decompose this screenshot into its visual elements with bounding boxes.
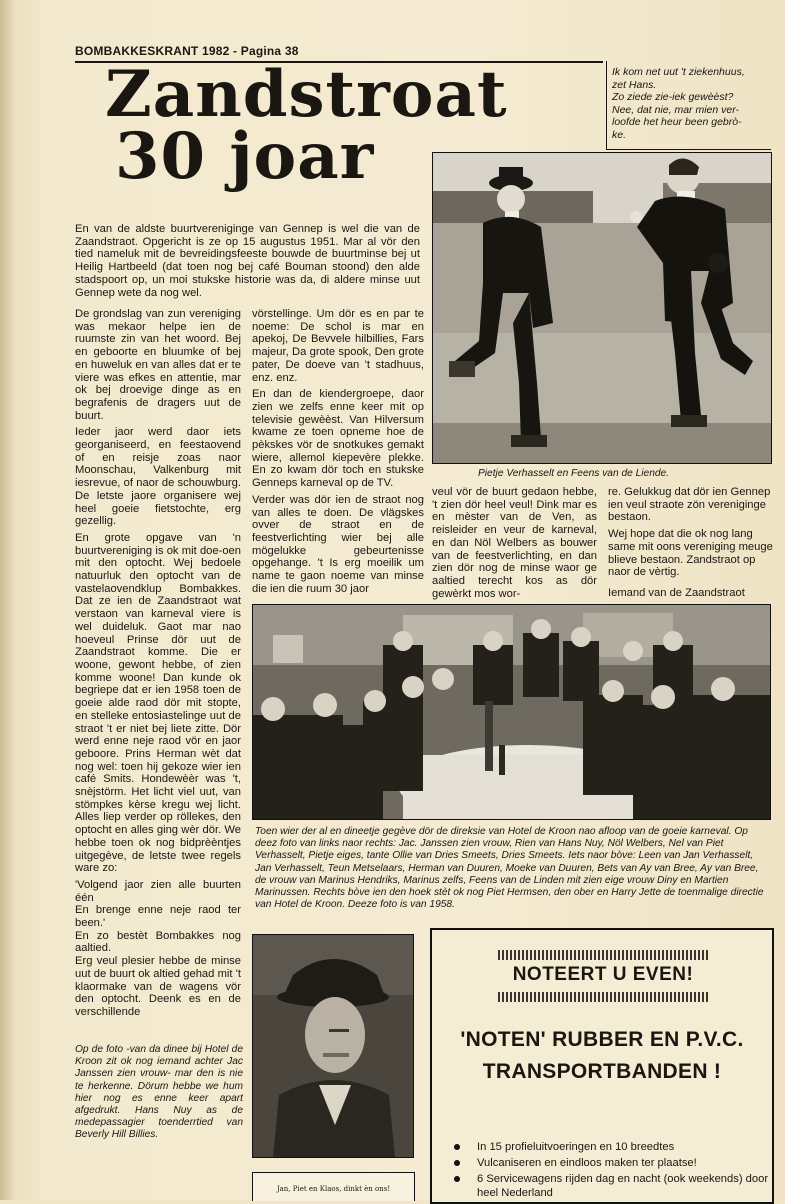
- ad-bullet-item: [450, 1140, 770, 1154]
- ad-pattern-bottom: [498, 992, 708, 1002]
- paragraph: Verder was dör ien de straot nog van alles te doen. De vlägskes ovver de straot en de feestverlichting wier bej alle mögelukke gebeurtenisse opgehange. 't Is erg moeilik um name te gaon noeme van minse die ien die ruum 30 jaor: [252, 493, 424, 595]
- paragraph: vörstellinge. Um dör es en par te noeme: De schol is mar en apekoj, De Bevvele hilbillies, Fars majeur, Da grote spook, Den grote pater, De doeve van 't stadhuus, enz. enz.: [252, 308, 424, 384]
- quote-rule: [606, 61, 607, 149]
- ad-pattern-top: [498, 950, 708, 960]
- photo-dinner-image: [253, 605, 770, 819]
- running-head: BOMBAKKESKRANT 1982 - Pagina 38: [75, 44, 299, 58]
- quote-line: Nee, dat nie, mar mien ver-: [612, 103, 740, 116]
- ad-bullet-text: Vulcaniseren en eindloos maken ter plaatse!: [477, 1157, 697, 1169]
- photo-dancers-image: [433, 153, 771, 463]
- headline-line1: Zandstroat: [105, 57, 508, 132]
- article-intro: En van de aldste buurtvereniginge van Gennep is wel die van de Zaandstraot. Opgericht is ze op 15 augustus 1951. Mar al vör den tied nameluk mit de bevreidingsfeeste bouwde de buurtminse bej ut Heilig Hartbeeld (dat toen nog bej café Bouman stoond) den alde stadspoort op, un moi stukske historie was da, di aldere minse uut Gennep wete da nog wel.: [75, 223, 420, 299]
- paragraph: Erg veul plesier hebbe de minse uut de buurt ok altied gehad mit 't klaormake van de wagens vör den optocht. Deenk es en de verschillende: [75, 955, 241, 1018]
- bullet-icon: [454, 1144, 460, 1150]
- caption-photo-dancers: Pietje Verhasselt en Feens van de Liende.: [478, 468, 670, 479]
- photo-portrait: [252, 934, 414, 1158]
- ad-bullet-item: [450, 1172, 770, 1200]
- ad-bullet-text: In 15 profieluitvoeringen en 10 breedtes: [477, 1141, 675, 1153]
- small-box-text: Jan, Piet en Klaos, dinkt èn ons!: [276, 1185, 391, 1193]
- photo-dancers: [432, 152, 772, 464]
- caption-photo-dinner: Toen wier der al en dineetje gegève dör de direksie van Hotel de Kroon nao afloop van de goeie karneval. Op deez foto van links naor rechts: Jac. Janssen zien vrouw, Rien van Hans Nuy, Nöl Welbers, Nel van Piet Verhasselt, Pietje eiges, tante Ollie van Dries Smeets, Dries Smeets. Iets naor bòve: Leen van Jan Verhasselt, Jan Verhasselt, Teun Metselaars, Herman van Duuren, Moeke van Duuren, Bets van Ay van Bree, Ay van Bree, de vrouw van Marinus Hendriks, Marinus zelfs, Feens van de Linden mit zien eige vrouw Diny en Martien Marinussen. Rechts bòve ien den hoek stèt ok nog Piet Hermsen, den ober en Harry Jette de toenmalige directie van Hotel de Kroon. Deeze foto is van 1958.: [255, 826, 764, 911]
- paragraph: En brenge enne neje raod ter been.': [75, 904, 241, 930]
- article-signature: Iemand van de Zaandstraot: [608, 586, 745, 599]
- caption-photo-portrait: Op de foto -van da dinee bij Hotel de Kroon zit ok nog iemand achter Jac Janssen zien vrouw- mar den is nie te herkenne. Dörum hebbe we hum hier nog es enne keer apart afgedrukt. Hans Nuy as de medepassagier toenderrtied van Beverly Hill Billies.: [75, 1044, 243, 1141]
- quote-line: Ik kom net uut 't ziekenhuus,: [612, 66, 745, 78]
- page-edge: [0, 0, 14, 1200]
- quote-bottom-rule: [606, 149, 771, 150]
- small-box: [252, 1172, 415, 1201]
- paragraph: 'Volgend jaor zien alle buurten één: [75, 878, 241, 904]
- pull-quote: [612, 66, 777, 141]
- bullet-icon: [454, 1160, 460, 1166]
- ad-headline-2: TRANSPORTBANDEN !: [482, 1060, 722, 1083]
- paragraph: En zo bestèt Bombakkes nog aaltied.: [75, 929, 241, 955]
- article-column-1: [75, 308, 241, 1023]
- article-column-4: [608, 486, 776, 604]
- photo-dinner: [252, 604, 771, 820]
- article-column-2: [252, 308, 424, 599]
- ad-bullet-list: [450, 1140, 770, 1200]
- ad-bullet-item: [450, 1156, 770, 1170]
- headline-line2: 30 joar: [115, 119, 375, 194]
- paragraph: Ieder jaor werd daor iets georganiseerd, en feestaovend of en reisje zoas naor Moonschau, Valkenburg mit iesrevue, of naor de schouwburg. De letste jaore organisere wej heel goeie fietstochte, erg gezellig.: [75, 426, 241, 528]
- quote-line: ke.: [612, 128, 627, 141]
- paragraph: re. Gelukkug dat dör ien Gennep ien veul straote zön vereniginge bestaon.: [608, 486, 771, 524]
- paragraph: Wej hope dat die ok nog lang same mit oons vereniging meuge blieve bestaon. Zandstraot op naor de vèrtig.: [608, 528, 773, 579]
- ad-headline-1: 'NOTEN' RUBBER EN P.V.C.: [460, 1028, 744, 1051]
- quote-line: Zo ziede zie-iek gewèèst?: [612, 91, 734, 103]
- quote-line: loofde het heur been gebrò-: [612, 116, 742, 128]
- paragraph: En grote opgave van 'n buurtvereniging is ok mit doe-oen mit den optocht. Wej bedoele natuurluk den optocht van de vastelaovendklup Bombakkes. Dat ze ien de Zaandstraot wat verstaon van karneval viere is wel duideluk. Gaot mar nao hoeveul Prinse dör uut de Zaandstraot komme. Die er woone, gewont hebbe, of zien komme woone! Dan kunde ok begriepe dat er ien 1958 toen de goeie alde raod dör mit stopte, en stelleke entosiastelinge uut de straot 't er niet bej liete zitte. Dör werd enne neje raod vör en jaor geboore. Prins Herman wèt dat nog wel: toen hij gekoze wier ien café Smits. Hondewèèr was 't, snèjstörm. Het licht viel uut, van stömpkes kèrse kregu wej licht. Alles liep verder op röllekes, den optocht en alles ging wèr dör. We hebbe toen ok nog bidprèèntjes uitgegève, de letste twee regels ware zo:: [75, 531, 241, 875]
- photo-portrait-image: [253, 935, 413, 1157]
- ad-noteer: NOTEERT U EVEN!: [512, 964, 694, 985]
- quote-line: zet Hans.: [612, 78, 657, 91]
- ad-bullet-text: 6 Servicewagens rijden dag en nacht (ook weekends) door heel Nederland: [477, 1173, 769, 1199]
- paragraph: En dan de kiendergroepe, daor zien we zelfs enne keer mit op televisie gewèèst. Van Hilversum kwame ze toen opneme hoe de pèkskes vör de snotkukes gemakt wiere, allemol kiepevère plekke. En zo kwam dör toch en stukske Genneps karneval op de TV.: [252, 388, 424, 490]
- article-column-3: veul vör de buurt gedaon hebbe, 't zien dör heel veul! Dink mar es en mèster van de Ven, as reisleider en veur de karneval, en dan Nöl Welbers as bouwer van de feestverlichting, en dan zien dör nog de minse waor ge aaltied terecht kos as dör gewèrkt mos wor-: [432, 486, 597, 600]
- paragraph: De grondslag van zun vereniging was mekaor helpe ien de ruumste zin van het woord. Bej en geboorte en bluumke of bej en huweluk en van alles dat er te viere was efkes en attentie, mar ok bej droevige dinge as en begrafenis de dragers uut de buurt.: [75, 308, 241, 422]
- bullet-icon: [454, 1176, 460, 1182]
- advertisement: [430, 928, 774, 1204]
